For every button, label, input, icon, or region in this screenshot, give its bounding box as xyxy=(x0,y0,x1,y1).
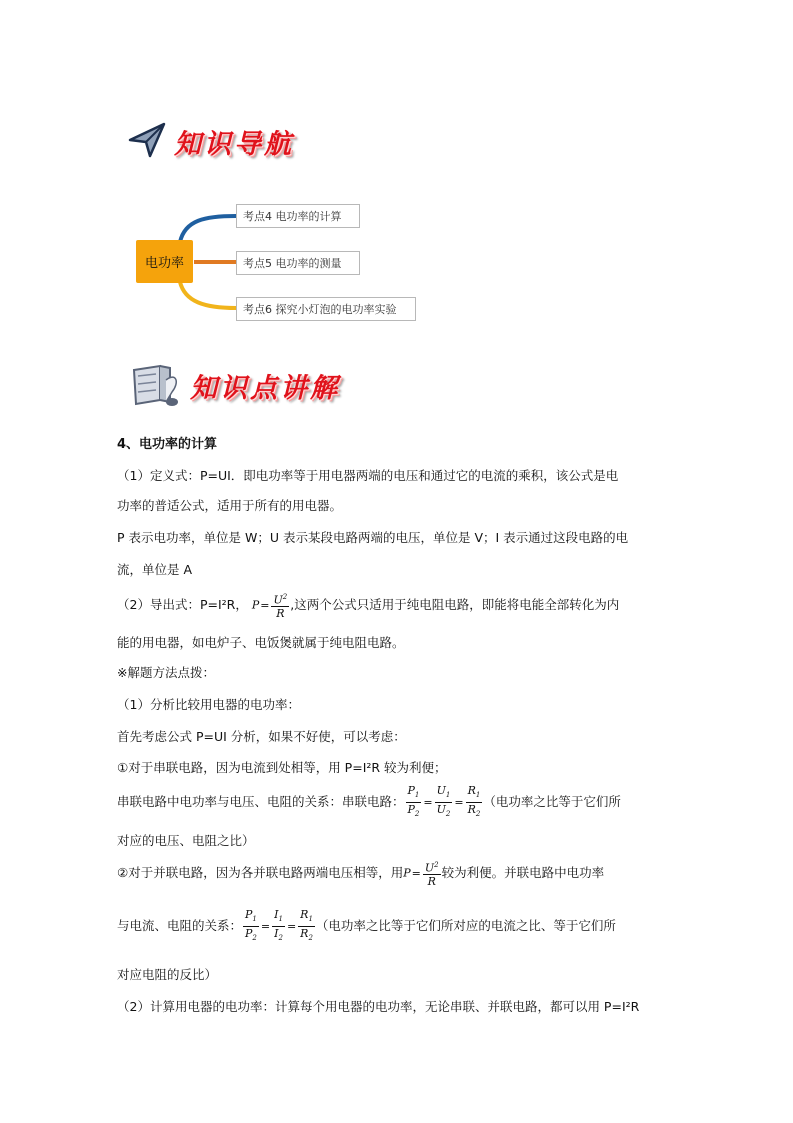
tip1-heading: （1）分析比较用电器的电功率： xyxy=(117,697,300,712)
definition-line-1: （1）定义式：P=UI．即电功率等于用电器两端的电压和通过它的电流的乘积，该公式是电 xyxy=(117,468,619,483)
tips-heading: ※解题方法点拨： xyxy=(117,665,215,680)
parallel-prefix: ②对于并联电路，因为各并联电路两端电压相等，用 xyxy=(117,865,404,880)
scroll-quill-icon xyxy=(126,362,182,408)
parallel-relation-line xyxy=(117,906,677,947)
tip2-line: （2）计算用电器的电功率：计算每个用电器的电功率，无论串联、并联电路，都可以用 P=I²R xyxy=(117,999,640,1014)
banner-knowledge-explanation: 知识点讲解 xyxy=(190,373,340,404)
paper-plane-icon xyxy=(126,120,166,160)
series-relation-prefix: 串联电路中电功率与电压、电阻的关系：串联电路： xyxy=(117,794,405,810)
formula-series-ratio: $\frac{P_1}{P_2}$ = $\frac{U_1}{U_2}$ = $\frac{R_1}{R_2}$ xyxy=(407,784,481,819)
tip1-line-1: 首先考虑公式 P=UI 分析，如果不好使，可以考虑： xyxy=(117,729,406,744)
connector-line-3 xyxy=(180,282,236,308)
parallel-line xyxy=(117,858,677,889)
parallel-relation-suffix: （电功率之比等于它们所对应的电流之比、等于它们所 xyxy=(315,918,616,933)
parallel-relation-prefix: 与电流、电阻的关系： xyxy=(117,918,243,933)
formula-p-u2-over-r: P= $\frac{U^2}{R}$ xyxy=(251,592,288,621)
mindmap-topic-3: 考点6 探究小灯泡的电功率实验 xyxy=(236,297,416,321)
formula-parallel-p: P= $\frac{U^2}{R}$ xyxy=(403,860,439,889)
mindmap-topic-1: 考点4 电功率的计算 xyxy=(236,204,360,228)
derived-formula-line xyxy=(117,590,677,621)
units-line-2: 流，单位是 A xyxy=(117,562,193,577)
mindmap-topic-2: 考点5 电功率的测量 xyxy=(236,251,360,275)
series-line: ①对于串联电路，因为电流到处相等，用 P=I²R 较为利便； xyxy=(117,760,447,775)
mindmap-center-node: 电功率 xyxy=(136,240,193,283)
series-relation-line xyxy=(117,784,677,821)
banner-knowledge-navigation: 知识导航 xyxy=(174,129,294,160)
formula-parallel-ratio: $\frac{P_1}{P_2}$ = $\frac{I_1}{I_2}$ = $\frac{R_1}{R_2}$ xyxy=(245,907,313,943)
series-relation-line-2: 对应的电压、电阻之比） xyxy=(117,833,255,848)
derived-prefix: （2）导出式：P=I²R， xyxy=(117,597,248,612)
section-heading: 4、电功率的计算 xyxy=(117,437,218,452)
derived-suffix: ,这两个公式只适用于纯电阻电路，即能将电能全部转化为内 xyxy=(290,597,620,612)
units-line-1: P 表示电功率，单位是 W；U 表示某段电路两端的电压，单位是 V；I 表示通过这段电路的电 xyxy=(117,530,629,545)
parallel-relation-line-2: 对应电阻的反比） xyxy=(117,967,218,982)
definition-line-2: 功率的普适公式，适用于所有的用电器。 xyxy=(117,498,343,513)
derived-line-2: 能的用电器，如电炉子、电饭煲就属于纯电阻电路。 xyxy=(117,635,405,650)
connector-line-1 xyxy=(180,216,236,242)
parallel-suffix: 较为利便。并联电路中电功率 xyxy=(441,865,605,880)
series-relation-suffix: （电功率之比等于它们所 xyxy=(483,794,621,810)
